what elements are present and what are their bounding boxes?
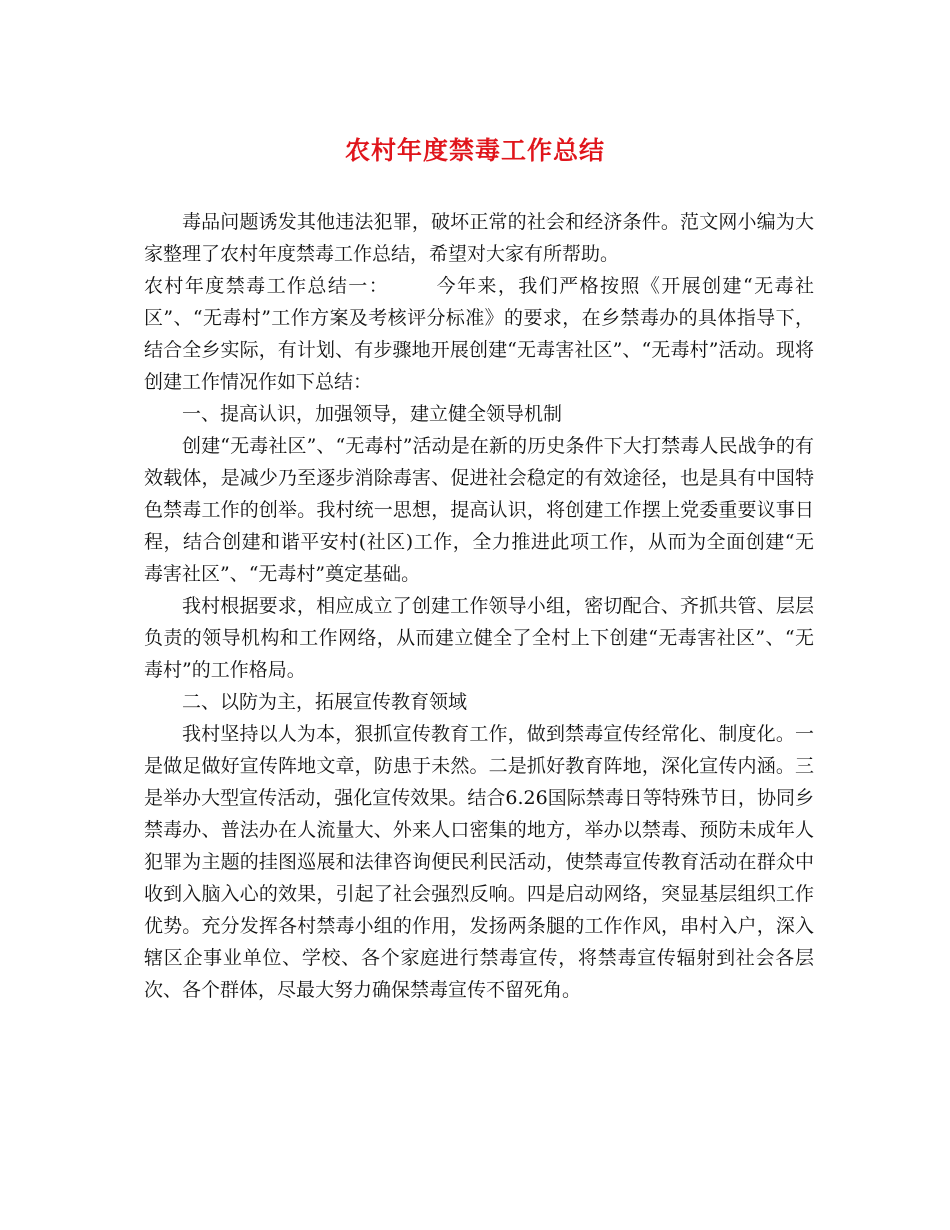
- paragraph-text: 今年来，我们严格按照《开展创建“无毒社区”、“无毒村”工作方案及考核评分标准》的要求，在乡禁毒办的具体指导下，结合全乡实际，有计划、有步骤地开展创建“无毒害社区”、“无毒村”活动。现将创建工作情况作如下总结：: [144, 275, 814, 393]
- paragraph-section-one-a: [144, 430, 814, 590]
- section-heading-two: [144, 686, 814, 718]
- paragraph-text: 毒品问题诱发其他违法犯罪，破坏正常的社会和经济条件。范文网小编为大家整理了农村年度禁毒工作总结，希望对大家有所帮助。: [144, 211, 814, 265]
- paragraph-section-one-b: [144, 590, 814, 686]
- paragraph-intro: [144, 206, 814, 270]
- paragraph-text: 我村根据要求，相应成立了创建工作领导小组，密切配合、齐抓共管、层层负责的领导机构和工作网络，从而建立健全了全村上下创建“无毒害社区”、“无毒村”的工作格局。: [144, 595, 814, 681]
- paragraph-text: 我村坚持以人为本，狠抓宣传教育工作，做到禁毒宣传经常化、制度化。一是做足做好宣传阵地文章，防患于未然。二是抓好教育阵地，深化宣传内涵。三是举办大型宣传活动，强化宣传效果。结合6.26国际禁毒日等特殊节日，协同乡禁毒办、普法办在人流量大、外来人口密集的地方，举办以禁毒、预防未成年人犯罪为主题的挂图巡展和法律咨询便民利民活动，使禁毒宣传教育活动在群众中收到入脑入心的效果，引起了社会强烈反响。四是启动网络，突显基层组织工作优势。充分发挥各村禁毒小组的作用，发扬两条腿的工作作风，串村入户，深入辖区企事业单位、学校、各个家庭进行禁毒宣传，将禁毒宣传辐射到社会各层次、各个群体，尽最大努力确保禁毒宣传不留死角。: [144, 723, 814, 1001]
- section-heading-text: 一、提高认识，加强领导，建立健全领导机制: [182, 403, 563, 425]
- paragraph-text: 创建“无毒社区”、“无毒村”活动是在新的历史条件下大打禁毒人民战争的有效载体，是减少乃至逐步消除毒害、促进社会稳定的有效途径，也是具有中国特色禁毒工作的创举。我村统一思想，提高认识，将创建工作摆上党委重要议事日程，结合创建和谐平安村(社区)工作，全力推进此项工作，从而为全面创建“无毒害社区”、“无毒村”奠定基础。: [144, 435, 814, 585]
- document-body: [144, 206, 814, 1006]
- section-heading-text: 二、以防为主，拓展宣传教育领域: [182, 691, 468, 713]
- section-heading-one: [144, 398, 814, 430]
- paragraph-section-two: [144, 718, 814, 1006]
- paragraph-lead: 农村年度禁毒工作总结一：: [144, 275, 390, 297]
- document-title: 农村年度禁毒工作总结: [344, 136, 605, 165]
- paragraph-summary-one: [144, 270, 814, 398]
